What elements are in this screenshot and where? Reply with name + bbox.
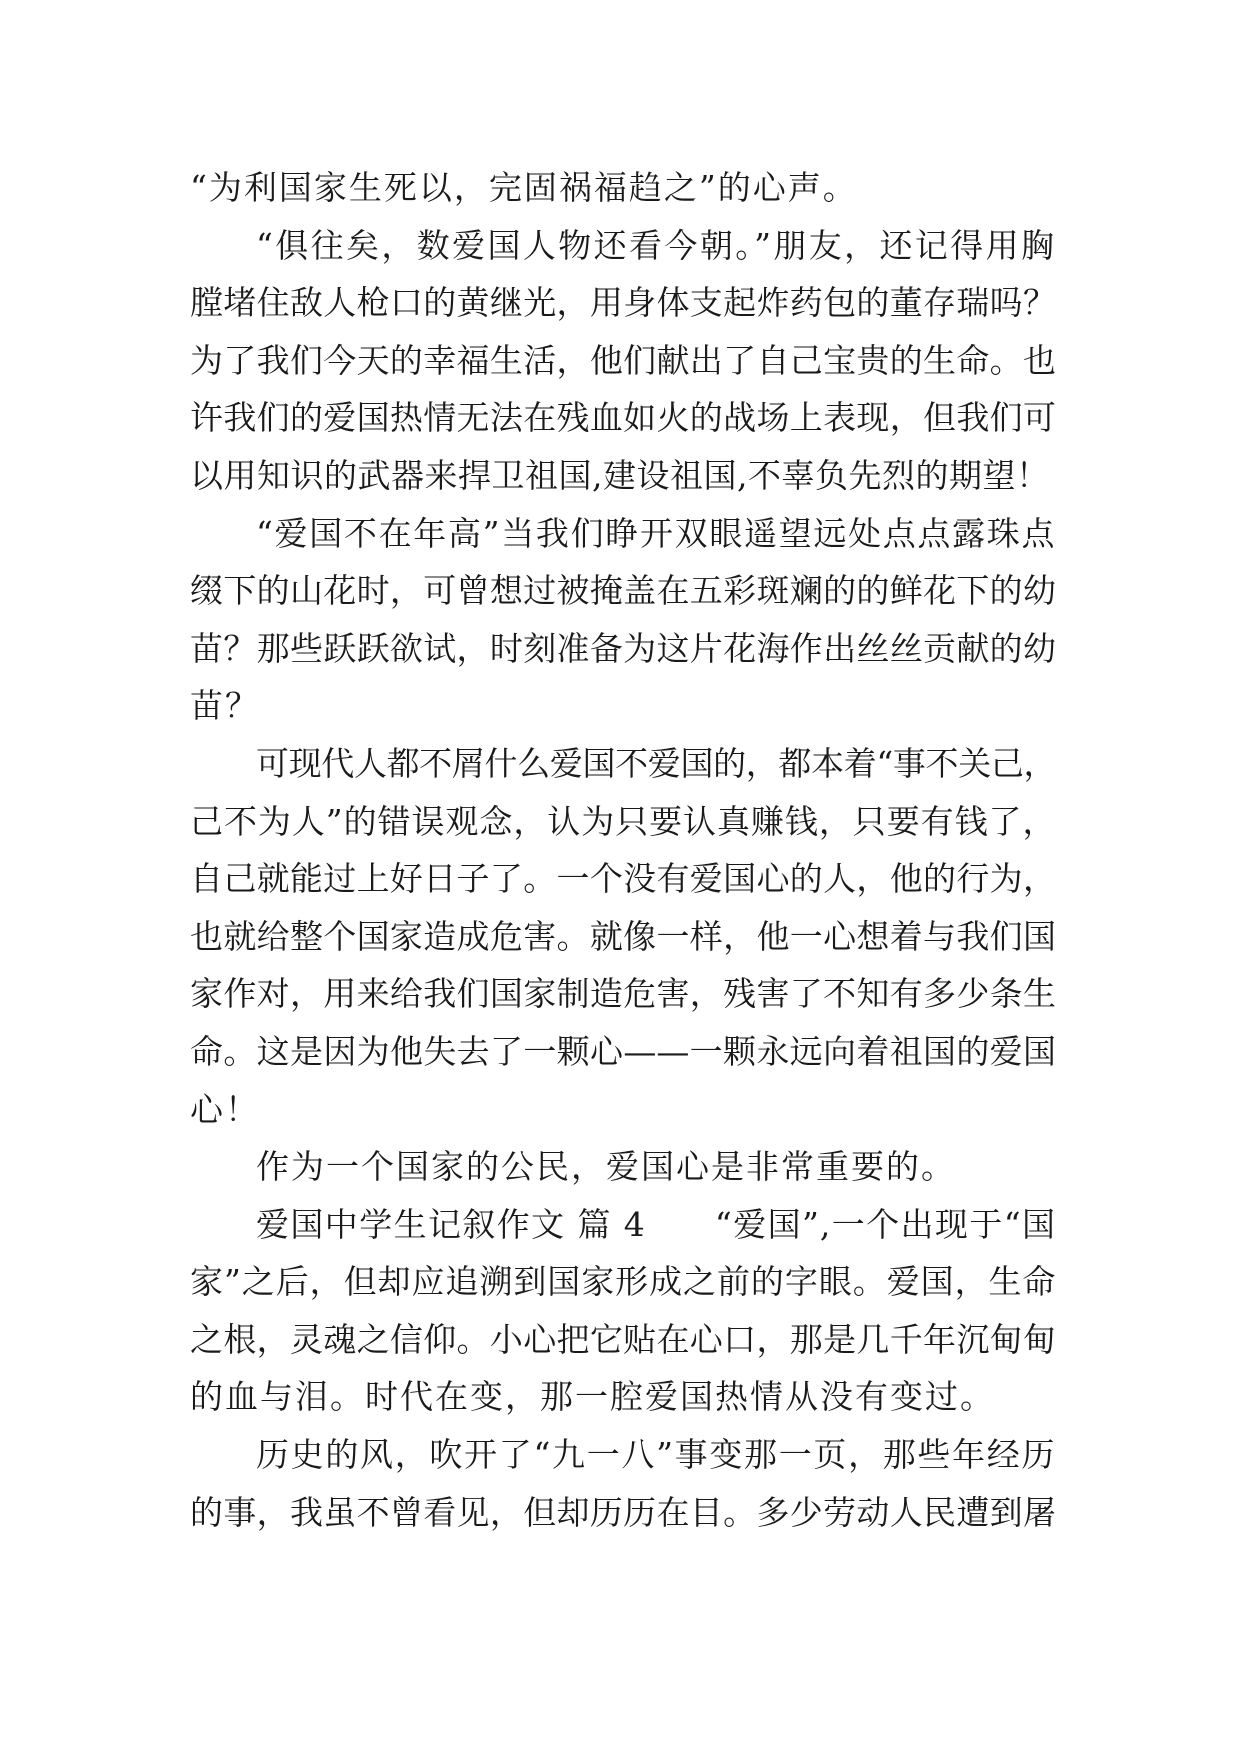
text-line: 苗？那些跃跃欲试，时刻准备为这片花海作出丝丝贡献的幼 [190,628,1056,668]
text-line: 爱国中学生记叙作文 篇 4 “爱国”,一个出现于“国 [256,1204,1056,1244]
text-line: 心！ [190,1089,260,1129]
text-line: 家”之后，但却应追溯到国家形成之前的字眼。爱国，生命 [190,1262,1056,1302]
text-line: 许我们的爱国热情无法在残血如火的战场上表现，但我们可 [190,398,1056,438]
text-line: 之根，灵魂之信仰。小心把它贴在心口，那是几千年沉甸甸 [190,1319,1056,1359]
text-line: 可现代人都不屑什么爱国不爱国的，都本着“事不关己， [256,743,1056,783]
text-line: 苗？ [190,686,260,726]
text-line: 的血与泪。时代在变，那一腔爱国热情从没有变过。 [190,1377,995,1417]
text-line: 缀下的山花时，可曾想过被掩盖在五彩斑斓的的鲜花下的幼 [190,571,1056,611]
text-line: “为利国家生死以，完固祸福趋之”的心声。 [190,168,858,207]
text-line: 膛堵住敌人枪口的黄继光，用身体支起炸药包的董存瑞吗？ [190,283,1056,323]
text-line: 自己就能过上好日子了。一个没有爱国心的人，他的行为， [190,859,1056,899]
text-line: “俱往矣，数爱国人物还看今朝。”朋友，还记得用胸 [256,225,1056,265]
text-line: 也就给整个国家造成危害。就像一样，他一心想着与我们国 [190,916,1056,956]
text-line: 命。这是因为他失去了一颗心——一颗永远向着祖国的爱国 [190,1031,1056,1071]
text-line: 为了我们今天的幸福生活，他们献出了自己宝贵的生命。也 [190,340,1056,380]
text-line: 的事，我虽不曾看见，但却历历在目。多少劳动人民遭到屠 [190,1492,1056,1532]
text-line: 作为一个国家的公民，爱国心是非常重要的。 [256,1147,956,1187]
text-line: 以用知识的武器来捍卫祖国,建设祖国,不辜负先烈的期望！ [190,455,1050,495]
body-text [190,159,1056,1541]
text-line: “爱国不在年高”当我们睁开双眼遥望远处点点露珠点 [256,513,1056,553]
text-line: 历史的风，吹开了“九一八”事变那一页，那些年经历 [256,1435,1056,1475]
text-line: 己不为人”的错误观念，认为只要认真赚钱，只要有钱了， [190,801,1056,841]
text-line: 家作对，用来给我们国家制造危害，残害了不知有多少条生 [190,974,1056,1014]
